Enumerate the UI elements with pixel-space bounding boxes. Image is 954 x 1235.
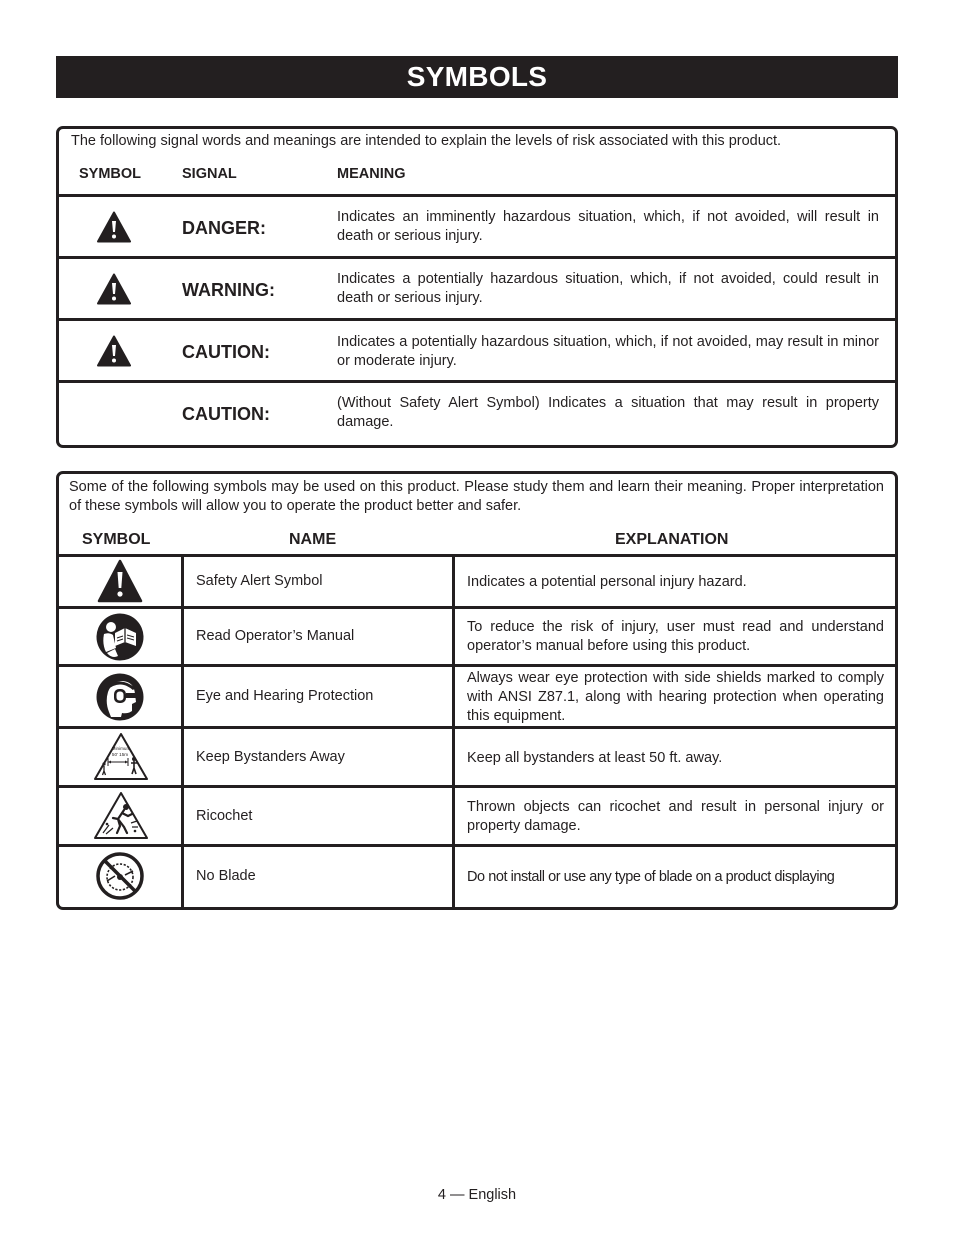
ricochet-icon: [93, 791, 149, 841]
signal-word: DANGER:: [182, 218, 266, 238]
signal-meaning: (Without Safety Alert Symbol) Indicates a situation that may result in property damage.: [337, 395, 879, 430]
symbol-explanation: To reduce the risk of injury, user must read and understand operator’s manual before using this product.: [467, 619, 884, 654]
signal-intro: The following signal words and meanings are intended to explain the levels of risk associated with this product.: [71, 133, 782, 149]
eye-hearing-protection-icon: [95, 672, 145, 722]
symbol-explanation: Indicates a potential personal injury hazard.: [467, 574, 747, 590]
table-header-symbol: SYMBOL: [82, 531, 151, 548]
bystanders-minimum-label: Minimum: [111, 746, 131, 751]
symbol-name: Keep Bystanders Away: [196, 749, 345, 765]
symbol-name: No Blade: [196, 868, 256, 884]
symbols-table-box: [56, 471, 898, 910]
signal-meaning: Indicates an imminently hazardous situation, which, if not avoided, will result in death or serious injury.: [337, 209, 879, 244]
signal-header-symbol: SYMBOL: [79, 166, 142, 182]
safety-alert-triangle-icon: [97, 273, 131, 305]
safety-alert-triangle-icon: [97, 211, 131, 243]
table-row: [59, 788, 895, 844]
signal-word: WARNING:: [182, 280, 275, 300]
table-row: [59, 609, 895, 664]
table-header-name: NAME: [289, 531, 337, 548]
safety-alert-icon: [97, 559, 143, 604]
signal-row-caution-no-symbol: [59, 383, 895, 445]
signal-header-signal: SIGNAL: [182, 166, 237, 182]
signal-row-danger: [59, 197, 895, 256]
section-title-bar: [56, 56, 898, 98]
no-blade-icon: [95, 851, 145, 901]
table-header-explanation: EXPLANATION: [615, 531, 729, 548]
table-row: [59, 847, 895, 907]
symbol-explanation: Thrown objects can ricochet and result in personal injury or property damage.: [467, 799, 884, 834]
symbol-explanation: Always wear eye protection with side shields marked to comply with ANSI Z87.1, along with hearing protection when operating this equipment.: [467, 670, 884, 724]
symbol-name: Eye and Hearing Protection: [196, 688, 374, 704]
safety-alert-triangle-icon: [97, 335, 131, 367]
symbol-name: Safety Alert Symbol: [196, 573, 323, 589]
signal-words-box: [56, 126, 898, 448]
signal-meaning: Indicates a potentially hazardous situation, which, if not avoided, may result in minor or moderate injury.: [337, 334, 879, 369]
table-row: [59, 667, 895, 726]
signal-row-warning: [59, 259, 895, 318]
bystanders-distance-label: 50’ 15m: [111, 752, 129, 757]
symbol-explanation: Do not install or use any type of blade on a product displaying: [467, 869, 835, 885]
table-row: [59, 729, 895, 785]
symbol-name: Ricochet: [196, 808, 253, 824]
read-manual-icon: [95, 612, 145, 662]
symbols-intro: Some of the following symbols may be used on this product. Please study them and learn their meaning. Proper interpretation of these symbols will allow you to operate the product better and safer.: [69, 479, 884, 514]
table-row: [59, 557, 895, 606]
signal-header-meaning: MEANING: [337, 166, 406, 182]
page-footer: 4 — English: [437, 1187, 517, 1203]
symbol-name: Read Operator’s Manual: [196, 628, 355, 644]
signal-row-caution: [59, 321, 895, 380]
page-title: SYMBOLS: [406, 61, 548, 92]
symbol-explanation: Keep all bystanders at least 50 ft. away.: [467, 750, 723, 766]
signal-meaning: Indicates a potentially hazardous situation, which, if not avoided, could result in death or serious injury.: [337, 271, 879, 306]
signal-word: CAUTION:: [182, 342, 270, 362]
signal-word: CAUTION:: [182, 404, 270, 424]
keep-bystanders-away-icon: [93, 732, 149, 782]
